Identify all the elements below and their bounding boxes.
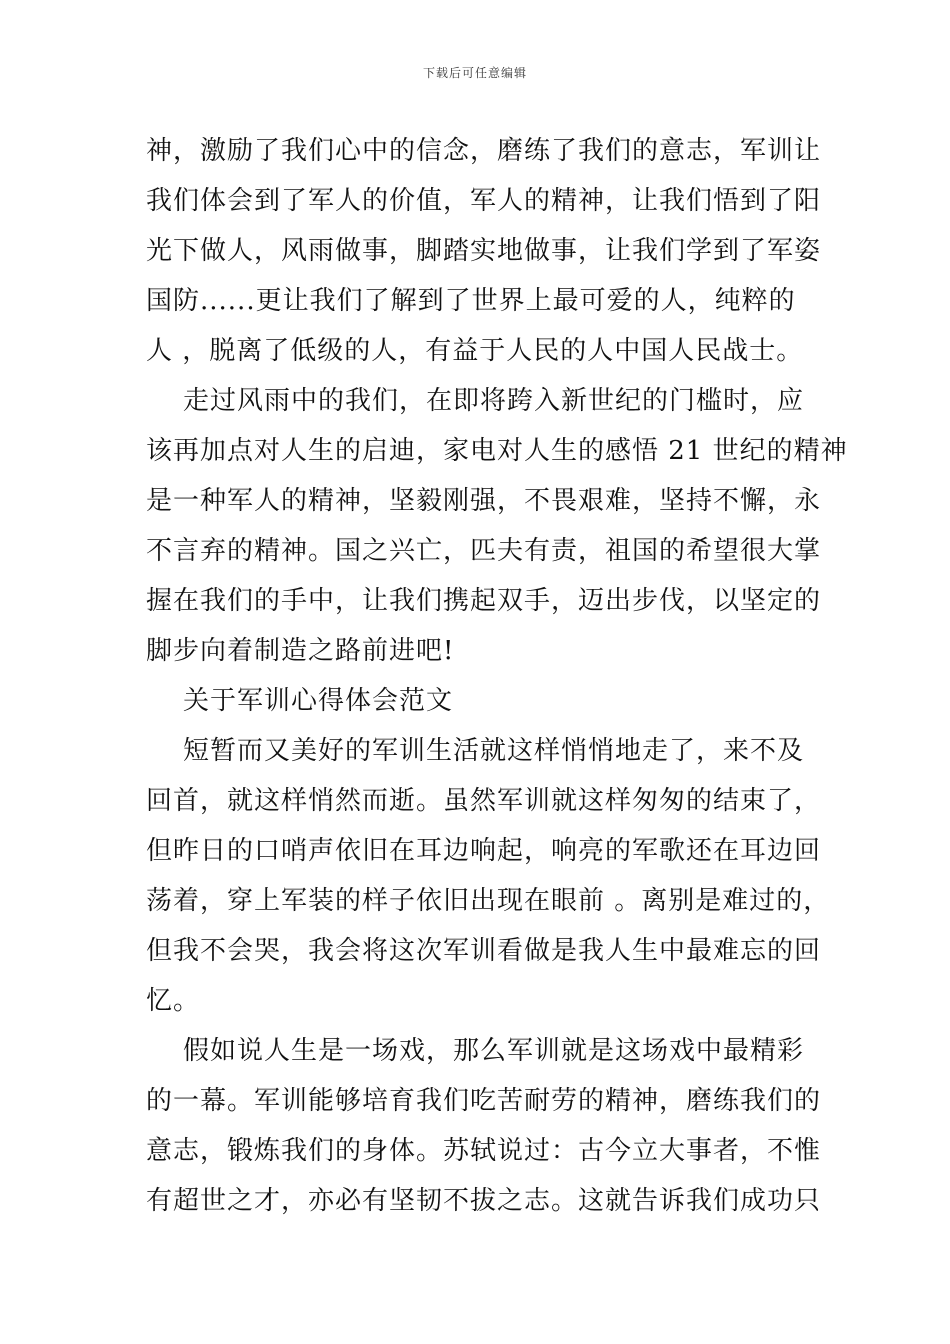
text-line: 荡着，穿上军装的样子依旧出现在眼前 。离别是难过的， [146,886,831,916]
text-line: 是一种军人的精神，坚毅刚强，不畏艰难，坚持不懈，永 [146,486,822,516]
paragraph-start-line: 短暂而又美好的军训生活就这样悄悄地走了，来不及 [146,736,805,766]
text-line: 忆。 [146,986,201,1016]
text-line: 脚步向着制造之路前进吧! [146,636,455,666]
text-line: 神，激励了我们心中的信念，磨练了我们的意志，军训让 [146,136,822,166]
text-line: 握在我们的手中，让我们携起双手，迈出步伐，以坚定的 [146,586,822,616]
page-header: 下载后可任意编辑 [422,66,527,80]
text-line: 有超世之才，亦必有坚韧不拔之志。这就告诉我们成功只 [146,1186,822,1216]
text-line: 但昨日的口哨声依旧在耳边响起，响亮的军歌还在耳边回 [146,836,822,866]
document-body [146,126,848,1226]
text-line: 的一幕。军训能够培育我们吃苦耐劳的精神，磨练我们的 [146,1086,822,1116]
paragraph-start-line: 假如说人生是一场戏，那么军训就是这场戏中最精彩 [146,1036,805,1066]
paragraph-start-line: 走过风雨中的我们，在即将跨入新世纪的门槛时，应 [146,386,805,416]
text-line: 人 ，脱离了低级的人，有益于人民的人中国人民战士。 [146,336,804,366]
text-line: 意志，锻炼我们的身体。苏轼说过：古今立大事者，不惟 [146,1136,822,1166]
text-line: 光下做人，风雨做事，脚踏实地做事，让我们学到了军姿 [146,236,822,266]
text-line: 国防......更让我们了解到了世界上最可爱的人，纯粹的 [146,286,796,316]
text-line: 我们体会到了军人的价值，军人的精神，让我们悟到了阳 [146,186,822,216]
text-line: 不言弃的精神。国之兴亡，匹夫有责，祖国的希望很大掌 [146,536,822,566]
text-line: 回首，就这样悄然而逝。虽然军训就这样匆匆的结束了， [146,786,822,816]
text-line: 但我不会哭，我会将这次军训看做是我人生中最难忘的回 [146,936,822,966]
text-line: 该再加点对人生的启迪，家电对人生的感悟 21 世纪的精神 [146,436,848,466]
section-title: 关于军训心得体会范文 [146,686,454,716]
